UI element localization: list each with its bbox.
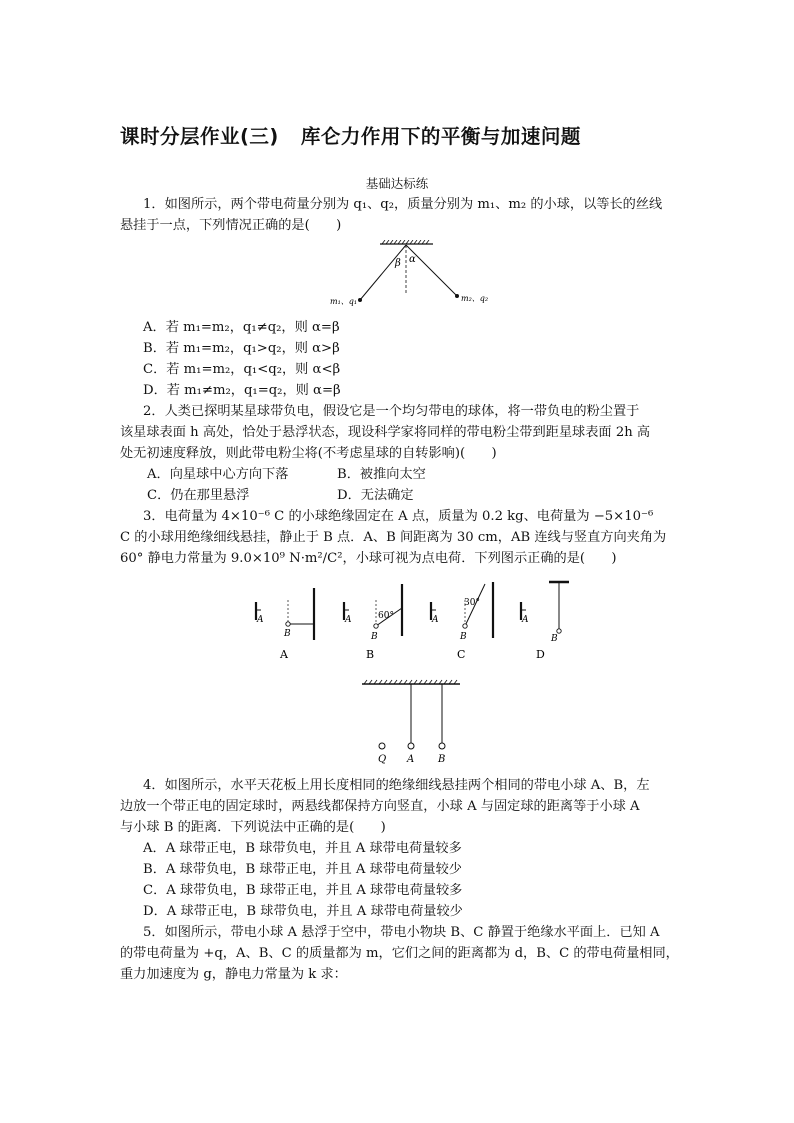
label-a: A: [407, 754, 415, 765]
q4-figure: [358, 678, 468, 768]
q2-line1: 2．人类已探明某星球带负电，假设它是一个均匀带电的球体，将一带负电的粉尘置于: [143, 404, 640, 419]
q2-option-d: D．无法确定: [337, 488, 414, 503]
q5-line3: 重力加速度为 g，静电力常量为 k 求：: [120, 967, 347, 982]
q4-option-d: D．A 球带正电，B 球带负电，并且 A 球带电荷量较少: [143, 904, 463, 919]
q4-line2: 边放一个带正电的固定球时，两悬线都保持方向竖直，小球 A 与固定球的距离等于小球 A: [120, 799, 640, 814]
left-ball-label: m₁、q₁: [330, 297, 358, 306]
q3-caption-a: A: [280, 648, 288, 661]
q4-option-b: B．A 球带负电，B 球带正电，并且 A 球带电荷量较少: [143, 862, 462, 877]
q3-diagram-d: [521, 582, 569, 661]
q3-figure: [240, 578, 580, 664]
svg-text:A: A: [345, 615, 352, 625]
q3-diagram-a: [256, 588, 314, 661]
q3-caption-b: B: [366, 648, 375, 661]
q2-option-b: B．被推向太空: [337, 467, 426, 482]
svg-text:B: B: [460, 632, 467, 642]
section-heading: 基础达标练: [365, 176, 429, 191]
svg-text:B: B: [371, 632, 378, 642]
q4-option-a: A．A 球带正电，B 球带负电，并且 A 球带电荷量较多: [143, 841, 462, 856]
beta-label: β: [395, 258, 401, 269]
q2-option-c: C．仍在那里悬浮: [147, 488, 250, 503]
title-part1: 课时分层作业(三): [120, 125, 279, 148]
q5-line2: 的带电荷量为 +q，A、B、C 的质量都为 m，它们之间的距离都为 d，B、C 的带电荷量相同，: [120, 946, 679, 961]
alpha-label: α: [409, 254, 416, 265]
svg-text:B: B: [551, 634, 558, 644]
q2-line3: 处无初速度释放，则此带电粉尘将(不考虑星球的自转影响)( ): [120, 446, 497, 461]
title-part2: 库仑力作用下的平衡与加速问题: [300, 125, 581, 148]
svg-text:A: A: [432, 615, 439, 625]
q1-option-a: A．若 m₁=m₂，q₁≠q₂，则 α=β: [143, 320, 340, 335]
q3-line2: C 的小球用绝缘细线悬挂，静止于 B 点．A、B 间距离为 30 cm，AB 连线与竖直方向夹角为: [120, 530, 667, 545]
q4-option-c: C．A 球带负电，B 球带正电，并且 A 球带电荷量较多: [143, 883, 463, 898]
q3-line1: 3．电荷量为 4×10⁻⁶ C 的小球绝缘固定在 A 点，质量为 0.2 kg、电荷量为 −5×10⁻⁶: [143, 509, 654, 524]
q3-line3: 60° 静电力常量为 9.0×10⁹ N·m²/C²，小球可视为点电荷．下列图示正确的是( ): [120, 551, 617, 566]
right-ball-label: m₂、q₂: [461, 294, 489, 303]
label-b: B: [438, 754, 446, 765]
q3-diagram-b: [344, 584, 402, 661]
q1-option-c: C．若 m₁=m₂，q₁<q₂，则 α<β: [143, 362, 341, 377]
svg-text:A: A: [522, 615, 529, 625]
q4-line3: 与小球 B 的距离．下列说法中正确的是( ): [120, 820, 386, 835]
q2-option-a: A．向星球中心方向下落: [147, 467, 289, 482]
q3-diagram-c: [431, 582, 493, 661]
svg-text:B: B: [284, 629, 291, 639]
page-title: [120, 121, 581, 149]
q1-line1: 1．如图所示，两个带电荷量分别为 q₁、q₂，质量分别为 m₁、m₂ 的小球，以等长的丝线: [143, 197, 663, 212]
q3-caption-c: C: [457, 648, 466, 661]
svg-text:A: A: [257, 615, 264, 625]
q1-figure: [325, 240, 505, 308]
q3-caption-d: D: [536, 648, 545, 661]
q1-line2: 悬挂于一点，下列情况正确的是( ): [120, 218, 342, 233]
q2-line2: 该星球表面 h 高处，恰处于悬浮状态，现设科学家将同样的带电粉尘带到距星球表面 2h 高: [120, 425, 651, 440]
q1-option-b: B．若 m₁=m₂，q₁>q₂，则 α>β: [143, 341, 340, 356]
q5-line1: 5．如图所示，带电小球 A 悬浮于空中，带电小物块 B、C 静置于绝缘水平面上．已知 A: [143, 925, 660, 940]
angle-30-label: 30°: [464, 598, 480, 608]
angle-60-label: 60°: [378, 611, 394, 621]
label-q: Q: [378, 754, 387, 765]
q4-line1: 4．如图所示，水平天花板上用长度相同的绝缘细线悬挂两个相同的带电小球 A、B，左: [143, 778, 650, 793]
q1-option-d: D．若 m₁≠m₂，q₁=q₂，则 α=β: [143, 383, 341, 398]
